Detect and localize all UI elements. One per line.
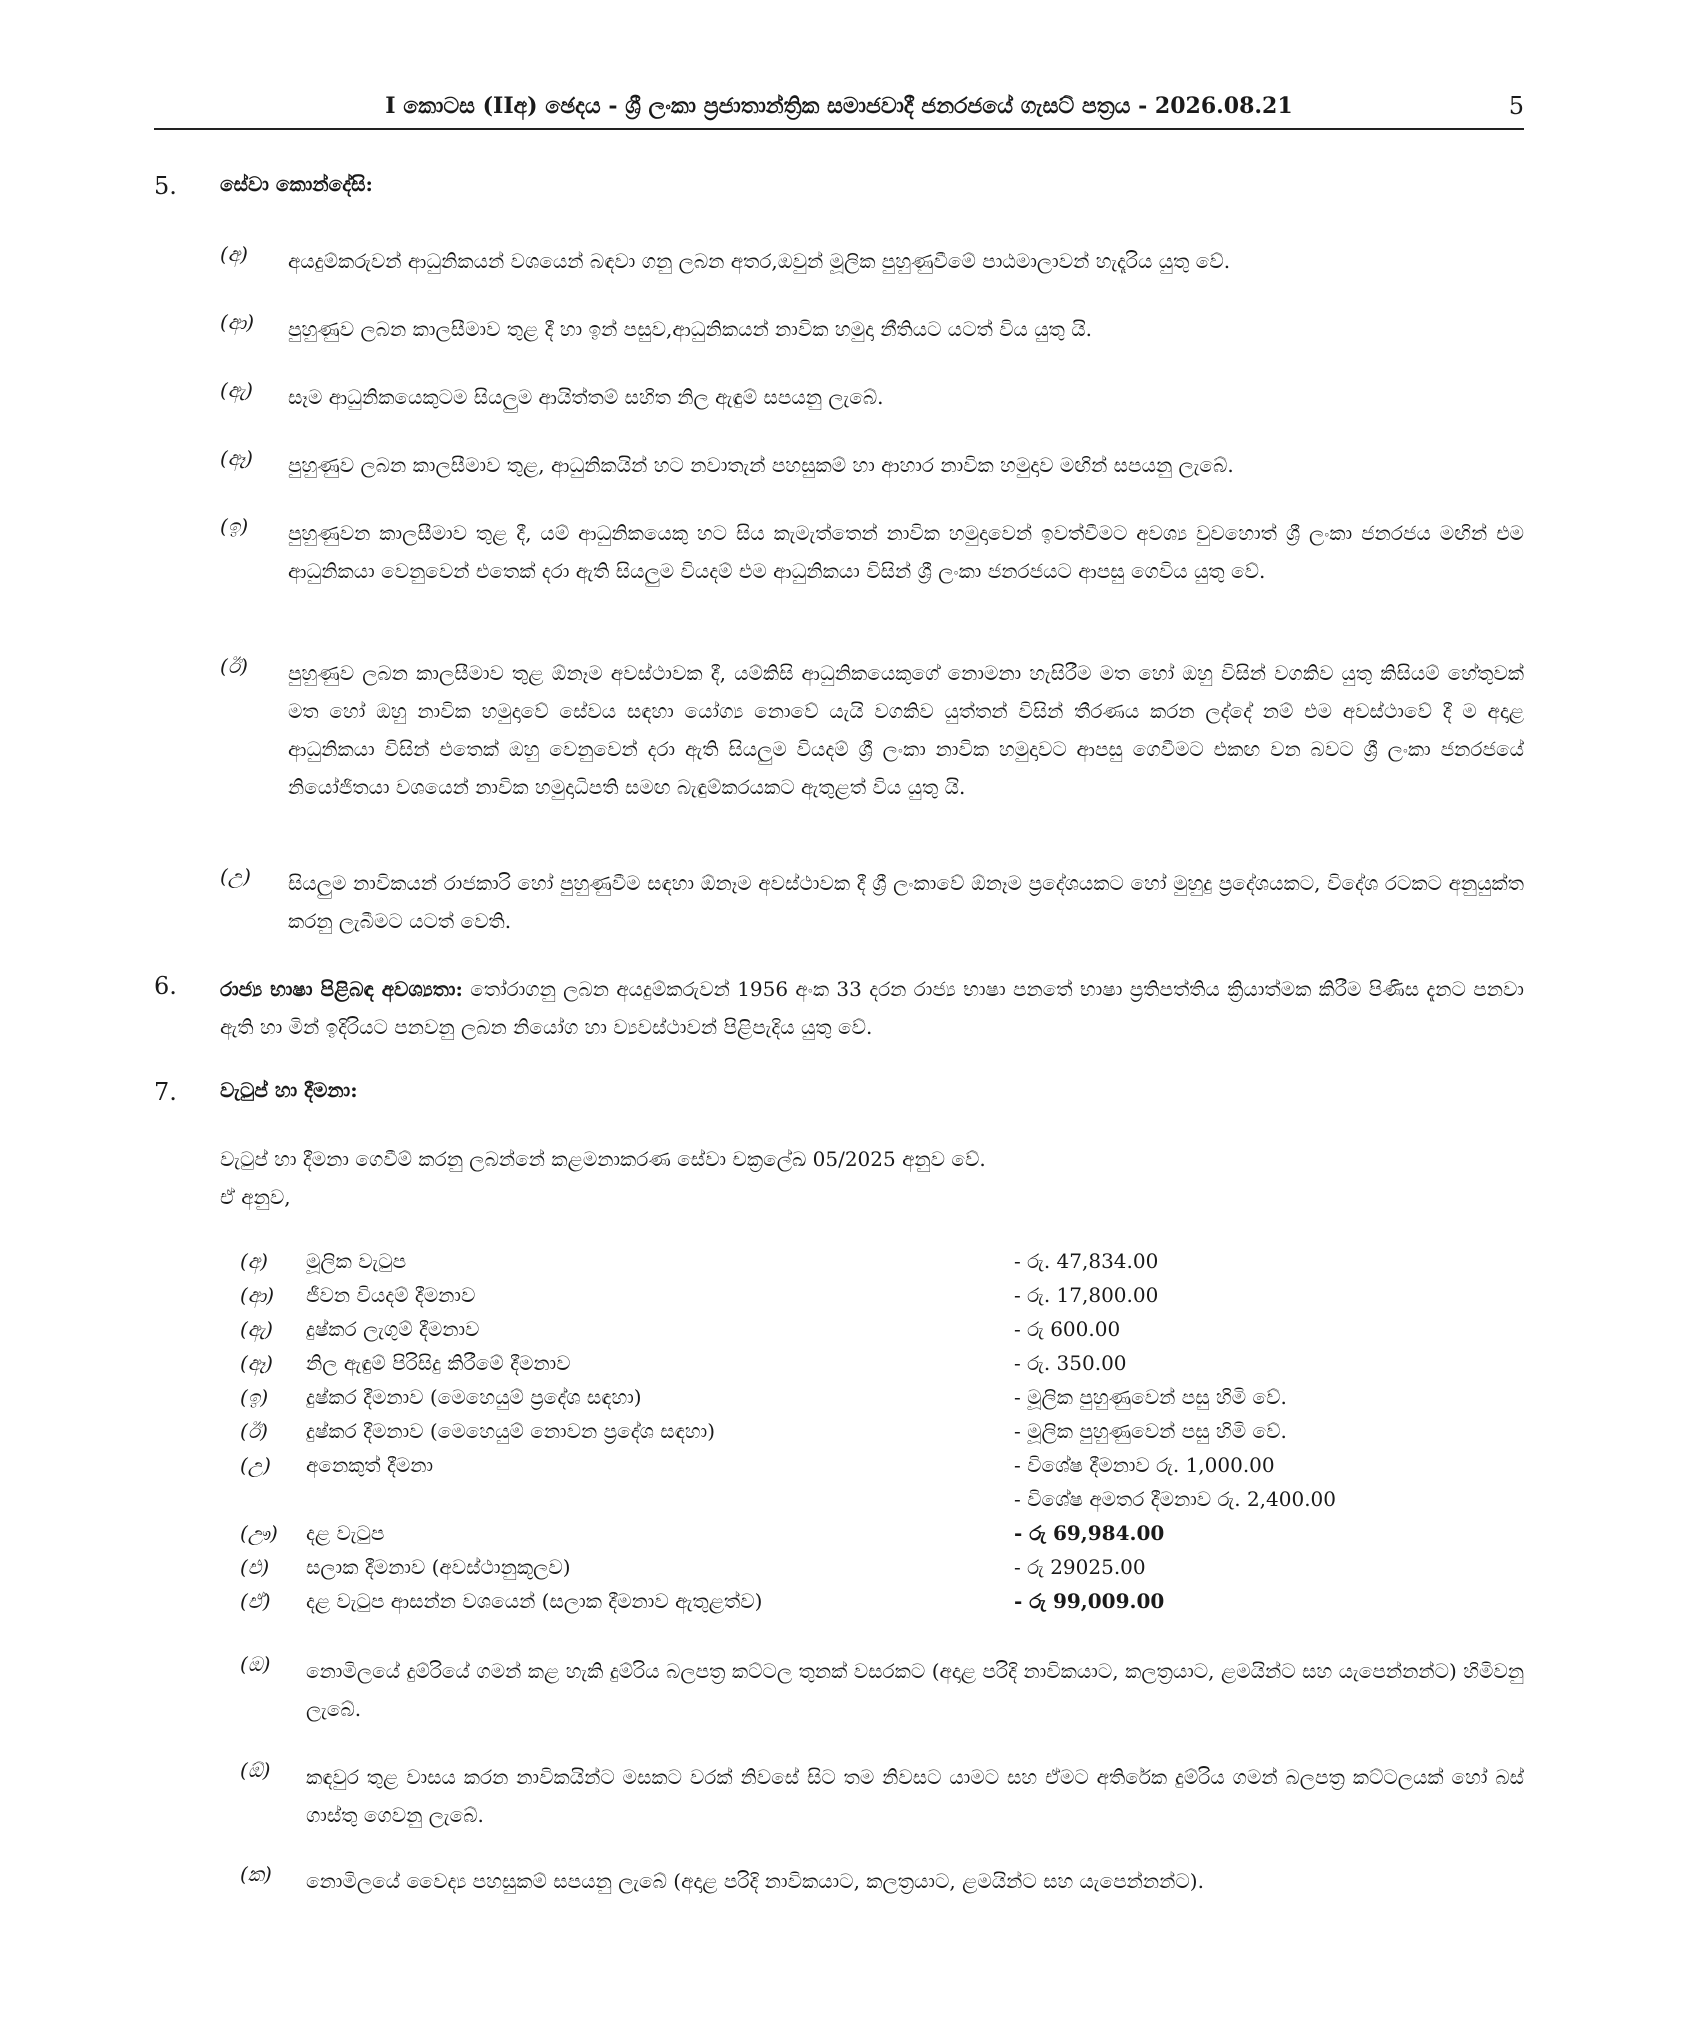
- page-header: [154, 88, 1524, 124]
- pay-intro-line: වැටුප් හා දීමනා ගෙවීම් කරනු ලබන්නේ කළමනාකරණ සේවා චක්‍රලේඛ 05/2025 අනුව වේ.: [220, 1147, 986, 1171]
- pay-row: [240, 1380, 1340, 1414]
- section-text: තෝරාගනු ලබන අයදුම්කරුවන් 1956 අංක 33 දරන රාජ්‍ය භාෂා පනතේ භාෂා ප්‍රතිපත්තිය ක්‍රියාත්මක කිරීම පිණිස දැනට පනවා ඇති හා මින් ඉදිරියට පනවනු ලබන නියෝග හා ව්‍යවස්ථාවන් පිළිපැදිය යුතු වේ.: [220, 977, 1524, 1039]
- pay-row-value: - රු 29025.00: [1014, 1555, 1146, 1579]
- section-6-paragraph: [220, 970, 1524, 1046]
- pay-row: [240, 1482, 1340, 1516]
- pay-row-value: - රු 99,009.00: [1014, 1589, 1165, 1613]
- pay-row: [240, 1346, 1340, 1380]
- pay-row-label: (උ): [240, 1453, 271, 1477]
- item-label: (ක): [240, 1862, 272, 1886]
- item-label: (ආ): [220, 310, 255, 334]
- section-number: 5.: [154, 172, 177, 200]
- pay-row-label: (ඇ): [240, 1317, 273, 1341]
- pay-row: [240, 1312, 1340, 1346]
- pay-row: [240, 1516, 1340, 1550]
- header-title: I කොටස (IIඅ) ඡෙදය - ශ්‍රී ලංකා ප්‍රජාතාන්ත්‍රික සමාජවාදී ජනරජයේ ගැසට් පත්‍රය - 2026.08.21: [385, 93, 1293, 119]
- section-heading: වැටුප් හා දීමනා:: [220, 1078, 358, 1102]
- item-text: පුහුණුවන කාලසීමාව තුළ දී, යම් ආධුනිකයෙකු හට සිය කැමැත්තෙන් නාවික හමුදාවෙන් ඉවත්වීමට අවශ්‍ය වුවහොත් ශ්‍රී ලංකා ජනරජය මඟින් එම ආධුනිකයා වෙනුවෙන් එතෙක් දරා ඇති සියලුම වියදම් එම ආධුනිකයා විසින් ශ්‍රී ලංකා ජනරජයට ආපසු ගෙවිය යුතු වේ.: [288, 521, 1524, 583]
- item-label: (ඔ): [240, 1652, 271, 1676]
- pay-intro: [220, 1140, 1524, 1216]
- pay-row-value: - රු. 47,834.00: [1014, 1249, 1159, 1273]
- pay-row: [240, 1448, 1340, 1482]
- pay-row-desc: නිල ඇඳුම් පිරිසිදු කිරීමේ දීමනාව: [306, 1351, 571, 1375]
- pay-row-value: - මූලික පුහුණුවෙන් පසු හිමි වේ.: [1014, 1419, 1287, 1443]
- section-number: 6.: [154, 972, 177, 1000]
- pay-row-label: (ඉ): [240, 1385, 269, 1409]
- item-label: (අ): [220, 242, 248, 266]
- pay-row-value: - මූලික පුහුණුවෙන් පසු හිමි වේ.: [1014, 1385, 1287, 1409]
- pay-row: [240, 1550, 1340, 1584]
- pay-row-desc: ජීවන වියදම් දීමනාව: [306, 1283, 476, 1307]
- pay-intro-line: ඒ අනුව,: [220, 1185, 291, 1209]
- pay-row-desc: දුෂ්කර දීමනාව (මෙහෙයුම් නොවන ප්‍රදේශ සඳහා): [306, 1419, 716, 1443]
- item-text: පුහුණුව ලබන කාලසීමාව තුළ, ආධුනිකයින් හට නවාතැන් පහසුකම් හා ආහාර නාවික හමුදාව මඟින් සපයනු ලැබේ.: [288, 453, 1234, 477]
- item-label: (ඊ): [220, 654, 248, 678]
- pay-row-value: - රු 69,984.00: [1014, 1521, 1165, 1545]
- pay-row-value: - විශේෂ අමතර දීමනාව රු. 2,400.00: [1014, 1487, 1337, 1511]
- pay-row-desc: අනෙකුත් දීමනා: [306, 1453, 434, 1477]
- pay-row-value: - රු. 350.00: [1014, 1351, 1127, 1375]
- item-text: සියලුම නාවිකයන් රාජකාරි හෝ පුහුණුවීම සඳහා ඕනෑම අවස්ථාවක දී ශ්‍රී ලංකාවේ ඕනෑම ප්‍රදේශයකට හෝ මුහුදු ප්‍රදේශයකට, විදේශ රටකට අනුයුක්ත කරනු ලැබීමට යටත් වෙති.: [288, 871, 1524, 933]
- pay-row-desc: දළ වැටුප ආසන්න වශයෙන් (සලාක දීමනාව ඇතුළත්ව): [306, 1589, 763, 1613]
- pay-row: [240, 1414, 1340, 1448]
- pay-row-label: (එ): [240, 1555, 270, 1579]
- item-text: නොමිලයේ දුම්රියේ ගමන් කළ හැකි දුම්රිය බලපත්‍ර කට්ටල තුනක් වසරකට (අදාළ පරිදි නාවිකයාට, කලත්‍රයාට, ළමයින්ට සහ යැපෙන්නන්ට) හිමිවනු ලැබේ.: [306, 1659, 1524, 1721]
- pay-row-label: (ඌ): [240, 1521, 278, 1545]
- pay-row-value: - රු 600.00: [1014, 1317, 1121, 1341]
- item-text: පුහුණුව ලබන කාලසීමාව තුළ ඕනෑම අවස්ථාවක දී, යම්කිසි ආධුනිකයෙකුගේ නොමනා හැසිරීම මත හෝ ඔහු විසින් වගකිව යුතු කිසියම් හේතුවක් මත හෝ ඔහු නාවික හමුදාවේ සේවය සඳහා යෝග්‍ය නොවේ යැයි වගකිව යුත්තන් විසින් තීරණය කරන ලද්දේ නම් එම අවස්ථාවේ දී ම අදාළ ආධුනිකයා විසින් එතෙක් ඔහු වෙනුවෙන් දරා ඇති සියලුම වියදම් ශ්‍රී ලංකා නාවික හමුදාවට ආපසු ගෙවීමට එකඟ වන බවට ශ්‍රී ලංකා ජනරජයේ නියෝජිතයා වශයෙන් නාවික හමුදාධිපති සමඟ බැඳුම්කරයකට ඇතුළත් විය යුතු යි.: [288, 661, 1524, 799]
- item-text: පුහුණුව ලබන කාලසීමාව තුළ දී හා ඉන් පසුව,ආධුනිකයන් නාවික හමුදා නීතියට යටත් විය යුතු යි.: [288, 317, 1092, 341]
- item-label: (ඈ): [220, 446, 253, 470]
- pay-row-label: (ඈ): [240, 1351, 273, 1375]
- pay-row-desc: දුෂ්කර දීමනාව (මෙහෙයුම් ප්‍රදේශ සඳහා): [306, 1385, 642, 1409]
- pay-row-label: (ඒ): [240, 1589, 271, 1613]
- item-label: (උ): [220, 864, 251, 888]
- item-text: කඳවුර තුළ වාසය කරන නාවිකයින්ට මසකට වරක් නිවසේ සිට තම නිවසට යාමට සහ ඒමට අතිරේක දුම්රිය ගමන් බලපත්‍ර කට්ටලයක් හෝ බස් ගාස්තු ගෙවනු ලැබේ.: [306, 1765, 1524, 1827]
- item-label: (ඉ): [220, 514, 249, 538]
- section-heading: රාජ්‍ය භාෂා පිළිබඳ අවශ්‍යතා:: [220, 977, 463, 1001]
- pay-row-desc: සලාක දීමනාව (අවස්ථානුකූලව): [306, 1555, 571, 1579]
- item-text: සෑම ආධුනිකයෙකුටම සියලුම ආයිත්තම් සහිත නිල ඇඳුම් සපයනු ලැබේ.: [288, 385, 884, 409]
- section-heading: සේවා කොන්දේසි:: [220, 172, 373, 196]
- pay-row-desc: දුෂ්කර ලැගුම් දීමනාව: [306, 1317, 480, 1341]
- page-number: 5: [1508, 92, 1524, 120]
- pay-row-value: - රු. 17,800.00: [1014, 1283, 1159, 1307]
- pay-row-label: (අ): [240, 1249, 268, 1273]
- pay-row-desc: මූලික වැටුප: [306, 1249, 407, 1273]
- item-label: (ඕ): [240, 1758, 271, 1782]
- pay-row-value: - විශේෂ දීමනාව රු. 1,000.00: [1014, 1453, 1275, 1477]
- section-number: 7.: [154, 1078, 177, 1106]
- item-label: (ඇ): [220, 378, 253, 402]
- item-text: අයදුම්කරුවන් ආධුනිකයන් වශයෙන් බඳවා ගනු ලබන අතර,ඔවුන් මූලික පුහුණුවීමේ පාඨමාලාවන් හැදෑරිය යුතු වේ.: [288, 249, 1231, 273]
- pay-row: [240, 1278, 1340, 1312]
- pay-row: [240, 1584, 1340, 1618]
- pay-row-label: (ආ): [240, 1283, 275, 1307]
- item-text: නොමිලයේ වෛද්‍ය පහසුකම් සපයනු ලැබේ (අදාළ පරිදි නාවිකයාට, කලත්‍රයාට, ළමයින්ට සහ යැපෙන්නන්ට).: [306, 1869, 1204, 1893]
- pay-row: [240, 1244, 1340, 1278]
- pay-row-label: (ඊ): [240, 1419, 268, 1443]
- header-divider: [154, 128, 1524, 130]
- pay-row-desc: දළ වැටුප: [306, 1521, 385, 1545]
